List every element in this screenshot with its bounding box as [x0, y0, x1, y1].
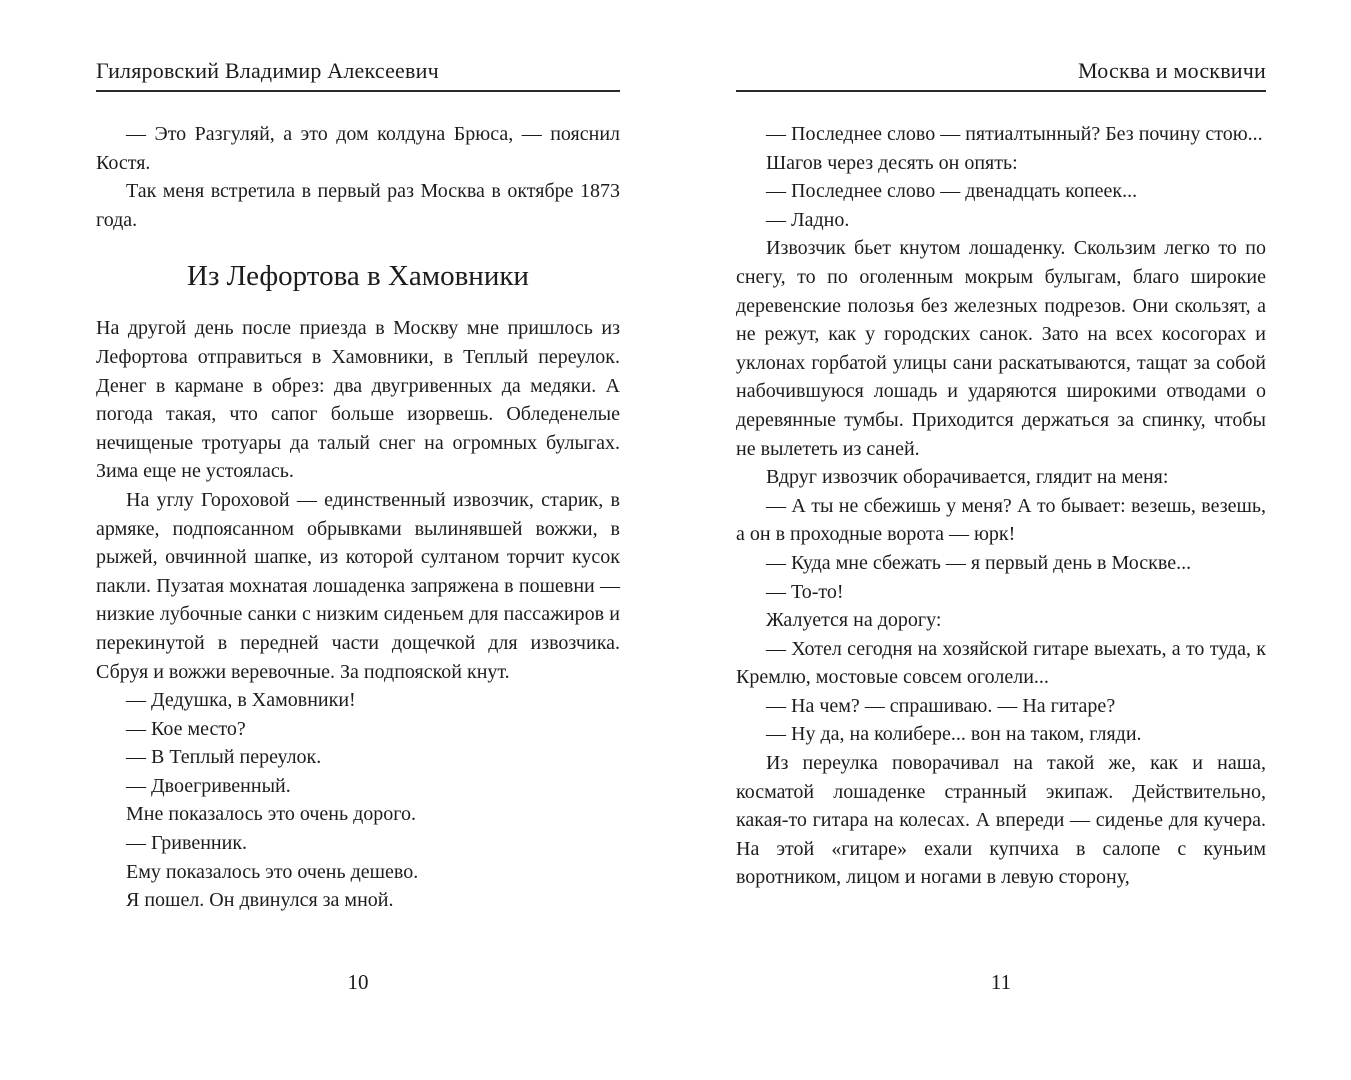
paragraph: — Двоегривенный.	[126, 774, 291, 797]
paragraph: — Куда мне сбежать — я первый день в Москве...	[766, 551, 1192, 574]
left-page-body	[96, 120, 620, 915]
paragraph: Шагов через десять он опять:	[766, 151, 1018, 174]
paragraph: — Последнее слово — пятиалтынный? Без почину стою...	[766, 123, 1263, 145]
paragraph: — Это Разгуляй, а это дом колдуна Брюса, — пояснил Костя.	[96, 123, 620, 174]
paragraph: — Ладно.	[766, 208, 850, 231]
paragraph: На углу Гороховой — единственный извозчик, старик, в армяке, подпоясанном обрывками вылинявшей вожжи, в рыжей, овчинной шапке, из которой султаном торчит кусок пакли. Пузатая мохнатая лошаденка запряжена в пошевни — низкие лубочные санки с низким сиденьем для пассажиров и перекинутой в передней части дощечкой для извозчика. Сбруя и вожжи веревочные. За подпояской кнут.	[96, 488, 620, 683]
paragraph: — Кое место?	[126, 717, 246, 740]
running-head-author: Гиляровский Владимир Алексеевич	[96, 58, 620, 92]
paragraph: Мне показалось это очень дорого.	[126, 803, 416, 826]
paragraph: — В Теплый переулок.	[126, 746, 322, 769]
paragraph: Так меня встретила в первый раз Москва в октябре 1873 года.	[96, 180, 620, 231]
paragraph: — То-то!	[766, 580, 844, 603]
paragraph: — Гривенник.	[126, 832, 248, 855]
paragraph: Жалуется на дорогу:	[766, 609, 942, 632]
running-head-title: Москва и москвичи	[736, 58, 1266, 92]
paragraph: На другой день после приезда в Москву мне пришлось из Лефортова отправиться в Хамовники, в Теплый переулок. Денег в кармане в обрез: два двугривенных да медяки. А погода такая, что сапог больше изорвешь. Обледенелые нечищеные тротуары да талый снег на огромных булыгах. Зима еще не устоялась.	[96, 317, 620, 483]
paragraph: — Ну да, на колибере... вон на таком, гляди.	[766, 723, 1142, 746]
right-page	[676, 0, 1351, 1080]
right-page-body	[736, 120, 1266, 892]
paragraph: — На чем? — спрашиваю. — На гитаре?	[766, 694, 1116, 717]
paragraph: Из переулка поворачивал на такой же, как и наша, косматой лошаденке странный экипаж. Действительно, какая-то гитара на колесах. А впереди — сиденье для кучера. На этой «гитаре» ехали купчиха в салопе с куньим воротником, лицом и ногами в левую сторону,	[736, 752, 1266, 889]
left-page	[0, 0, 675, 1080]
paragraph: — Последнее слово — двенадцать копеек...	[766, 180, 1138, 203]
paragraph: — Дедушка, в Хамовники!	[126, 689, 356, 712]
paragraph: — Хотел сегодня на хозяйской гитаре выехать, а то туда, к Кремлю, мостовые совсем оголели...	[736, 637, 1266, 689]
paragraph: Вдруг извозчик оборачивается, глядит на меня:	[766, 466, 1169, 489]
paragraph: Извозчик бьет кнутом лошаденку. Скользим легко то по снегу, то по оголенным мокрым булыгам, благо широкие деревенские полозья без железных подрезов. Они скользят, а не режут, как у городских санок. Зато на всех косогорах и уклонах горбатой улицы сани раскатываются, тащат за собой набочившуюся лошадь и ударяются широкими отводами о деревянные тумбы. Приходится держаться за спинку, чтобы не вылететь из саней.	[736, 237, 1266, 460]
paragraph: Ему показалось это очень дешево.	[126, 860, 419, 883]
chapter-title: Из Лефортова в Хамовники	[187, 260, 529, 293]
paragraph: Я пошел. Он двинулся за мной.	[126, 889, 394, 912]
paragraph: — А ты не сбежишь у меня? А то бывает: везешь, везешь, а он в проходные ворота — юрк!	[736, 494, 1266, 546]
page-number: 10	[347, 970, 369, 994]
page-number: 11	[990, 970, 1012, 994]
